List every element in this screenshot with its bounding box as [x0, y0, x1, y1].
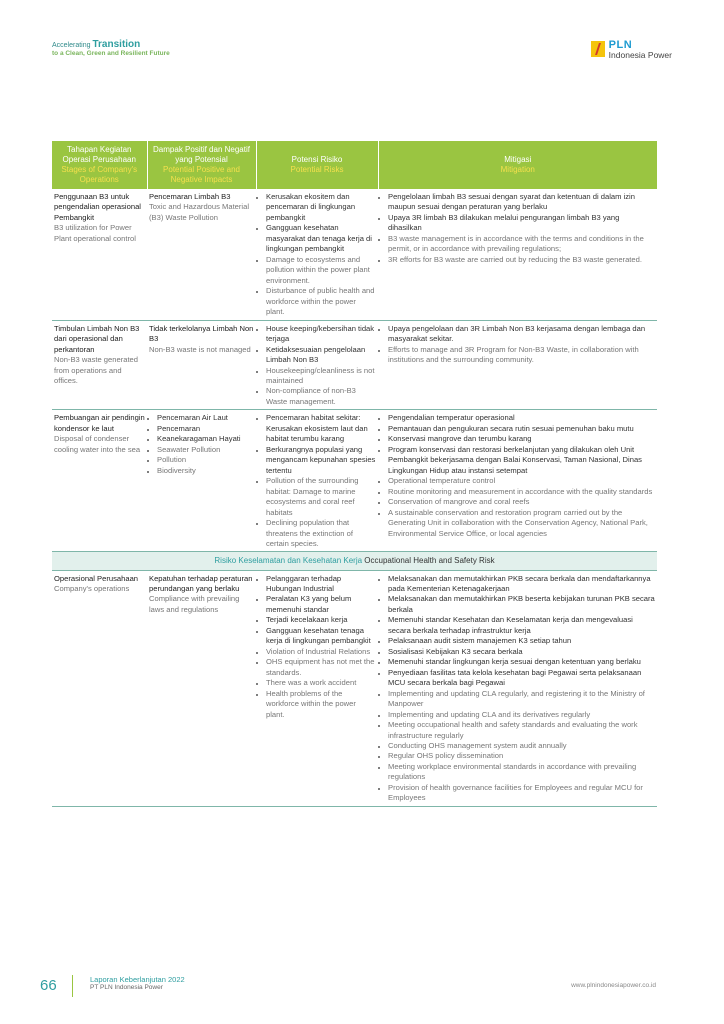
- list-item: • Routine monitoring and measurement in accordance with the quality standards: [388, 487, 655, 497]
- page-number: 66: [40, 977, 57, 994]
- company-logo: [591, 40, 672, 60]
- list-item: • B3 waste management is in accordance with the terms and conditions in the permit, or in accordance with prevailing regulations;: [388, 234, 655, 255]
- list-item: • Terjadi kecelakaan kerja: [266, 615, 376, 625]
- list-item: • There was a work accident: [266, 678, 376, 688]
- list-item: • Pencemaran: [157, 424, 254, 434]
- list-item: • Gangguan kesehatan masyarakat dan tenaga kerja di lingkungan pembangkit: [266, 223, 376, 254]
- risk-mitigation-table: [52, 141, 657, 807]
- list-item: • Implementing and updating CLA and its derivatives regularly: [388, 710, 655, 720]
- tagline-prefix: Accelerating: [52, 42, 91, 49]
- stage-cell: Timbulan Limbah Non B3 dari operasional dan perkantoran Non-B3 waste generated from operations and offices.: [52, 320, 147, 410]
- list-item: • Kerusakan ekositem dan pencemaran di lingkungan pembangkit: [266, 192, 376, 223]
- list-item: • Pengendalian temperatur operasional: [388, 413, 655, 423]
- list-item: • House keeping/kebersihan tidak terjaga: [266, 324, 376, 345]
- list-item: • Melaksanakan dan memutakhirkan PKB beserta kebijakan turunan PKB secara berkala: [388, 594, 655, 615]
- list-item: • Declining population that threatens the extinction of certain species.: [266, 518, 376, 549]
- list-item: • Pengelolaan limbah B3 sesuai dengan syarat dan ketentuan di dalam izin maupun sesuai dengan peraturan yang berlaku: [388, 192, 655, 213]
- list-item: • Meeting workplace environmental standards in accordance with prevailing regulations: [388, 762, 655, 783]
- col-header-risk: Potensi Risiko Potential Risks: [256, 141, 378, 189]
- list-item: • Housekeeping/cleanliness is not maintained: [266, 366, 376, 387]
- list-item: • Memenuhi standar Kesehatan dan Keselamatan kerja dan mengevaluasi secara berkala terhadap infrastruktur kerja: [388, 615, 655, 636]
- tagline-main: Transition: [92, 39, 141, 50]
- list-item: • Pelaksanaan audit sistem manajemen K3 setiap tahun: [388, 636, 655, 646]
- list-item: • Regular OHS policy dissemination: [388, 751, 655, 761]
- report-title: Laporan Keberlanjutan 2022: [90, 975, 185, 984]
- table-row: [52, 570, 657, 806]
- impact-cell: [147, 410, 256, 552]
- list-item: • Berkurangnya populasi yang mengancam kepunahan spesies tertentu: [266, 445, 376, 476]
- col-header-mitigation: Mitigasi Mitigation: [378, 141, 657, 189]
- tagline-sub: to a Clean, Green and Resilient Future: [52, 49, 170, 57]
- list-item: • Disturbance of public health and workforce within the power plant.: [266, 286, 376, 317]
- impact-cell: Pencemaran Limbah B3 Toxic and Hazardous Material (B3) Waste Pollution: [147, 189, 256, 320]
- stage-cell: Operasional Perusahaan Company's operations: [52, 570, 147, 806]
- list-item: • Pencemaran habitat sekitar: Kerusakan ekosistem laut dan habitat terumbu karang: [266, 413, 376, 444]
- stage-cell: Penggunaan B3 untuk pengendalian operasional Pembangkit B3 utilization for Power Plant operational control: [52, 189, 147, 320]
- mitigation-cell: [378, 320, 657, 410]
- footer-divider: [72, 975, 73, 997]
- list-item: • Ketidaksesuaian pengelolaan Limbah Non B3: [266, 345, 376, 366]
- list-item: • Pelanggaran terhadap Hubungan Industrial: [266, 574, 376, 595]
- impact-cell: Kepatuhan terhadap peraturan perundangan yang berlaku Compliance with prevailing laws and regulations: [147, 570, 256, 806]
- list-item: • Non-compliance of non-B3 Waste management.: [266, 386, 376, 407]
- section-title: Risiko Keselamatan dan Kesehatan Kerja Occupational Health and Safety Risk: [52, 552, 657, 570]
- impact-cell: Tidak terkelolanya Limbah Non B3 Non-B3 waste is not managed: [147, 320, 256, 410]
- section-header-row: [52, 552, 657, 570]
- list-item: • Keanekaragaman Hayati: [157, 434, 254, 444]
- list-item: • Conducting OHS management system audit annually: [388, 741, 655, 751]
- list-item: • Program konservasi dan restorasi berkelanjutan yang dilakukan oleh Unit Pembangkit bekerjasama dengan Balai Konservasi, Taman Nasional, Dinas Lingkungan Hidup atau instansi setempat: [388, 445, 655, 476]
- list-item: • Conservation of mangrove and coral reefs: [388, 497, 655, 507]
- risk-cell: [256, 189, 378, 320]
- risk-cell: [256, 410, 378, 552]
- table-row: [52, 410, 657, 552]
- list-item: • Efforts to manage and 3R Program for Non-B3 Waste, in collaboration with institutions and the surrounding community.: [388, 345, 655, 366]
- list-item: • 3R efforts for B3 waste are carried out by reducing the B3 waste generated.: [388, 255, 655, 265]
- list-item: • Gangguan kesehatan tenaga kerja di lingkungan pembangkit: [266, 626, 376, 647]
- col-header-impact: Dampak Positif dan Negatif yang Potensial Potential Positive and Negative Impacts: [147, 141, 256, 189]
- stage-cell: Pembuangan air pendingin kondensor ke laut Disposal of condenser cooling water into the sea: [52, 410, 147, 552]
- risk-cell: [256, 320, 378, 410]
- list-item: • Memenuhi standar lingkungan kerja sesuai dengan ketentuan yang berlaku: [388, 657, 655, 667]
- footer-info: [90, 975, 185, 993]
- list-item: • Melaksanakan dan memutakhirkan PKB secara berkala dan mendaftarkannya pada Kementerian Ketenagakerjaan: [388, 574, 655, 595]
- list-item: • Peralatan K3 yang belum memenuhi standar: [266, 594, 376, 615]
- list-item: • Upaya 3R limbah B3 dilakukan melalui pengurangan limbah B3 yang dihasilkan: [388, 213, 655, 234]
- list-item: • Pollution of the surrounding habitat: Damage to marine ecosystems and coral reef habitats: [266, 476, 376, 518]
- list-item: • Violation of Industrial Relations: [266, 647, 376, 657]
- risk-cell: [256, 570, 378, 806]
- list-item: • Pollution: [157, 455, 254, 465]
- list-item: • Damage to ecosystems and pollution within the power plant environment.: [266, 255, 376, 286]
- list-item: • Implementing and updating CLA regularly, and registering it to the Ministry of Manpower: [388, 689, 655, 710]
- pln-logo-icon: [591, 41, 605, 57]
- mitigation-cell: [378, 570, 657, 806]
- mitigation-cell: [378, 189, 657, 320]
- list-item: • Biodiversity: [157, 466, 254, 476]
- brand-name: PLN: [608, 39, 633, 51]
- list-item: • Penyediaan fasilitas tata kelola kesehatan bagi Pegawai serta pelaksanaan MCU secara berkala bagi Pegawai: [388, 668, 655, 689]
- list-item: • Pemantauan dan pengukuran secara rutin sesuai pemenuhan baku mutu: [388, 424, 655, 434]
- website-url: www.plnindonesiapower.co.id: [571, 982, 656, 989]
- list-item: • Pencemaran Air Laut: [157, 413, 254, 423]
- list-item: • Sosialisasi Kebijakan K3 secara berkala: [388, 647, 655, 657]
- table-row: [52, 320, 657, 410]
- list-item: • Health problems of the workforce within the power plant.: [266, 689, 376, 720]
- list-item: • Konservasi mangrove dan terumbu karang: [388, 434, 655, 444]
- table-header-row: [52, 141, 657, 189]
- company-name: PT PLN Indonesia Power: [90, 984, 163, 992]
- list-item: • OHS equipment has not met the standards.: [266, 657, 376, 678]
- brand-sub: Indonesia Power: [608, 50, 672, 60]
- mitigation-cell: [378, 410, 657, 552]
- list-item: • Meeting occupational health and safety standards and evaluating the work infrastructure regularly: [388, 720, 655, 741]
- list-item: • Seawater Pollution: [157, 445, 254, 455]
- table-row: [52, 189, 657, 320]
- list-item: • Provision of health governance facilities for Employees and regular MCU for Employees: [388, 783, 655, 804]
- list-item: • Upaya pengelolaan dan 3R Limbah Non B3 kerjasama dengan lembaga dan masyarakat sekitar.: [388, 324, 655, 345]
- list-item: • A sustainable conservation and restoration program carried out by the Generating Unit in collaboration with the Conservation Agency, National Park, Environmental Service Office, or local agencies: [388, 508, 655, 539]
- col-header-stage: Tahapan Kegiatan Operasi Perusahaan Stages of Company's Operations: [52, 141, 147, 189]
- list-item: • Operational temperature control: [388, 476, 655, 486]
- report-tagline: [52, 40, 170, 57]
